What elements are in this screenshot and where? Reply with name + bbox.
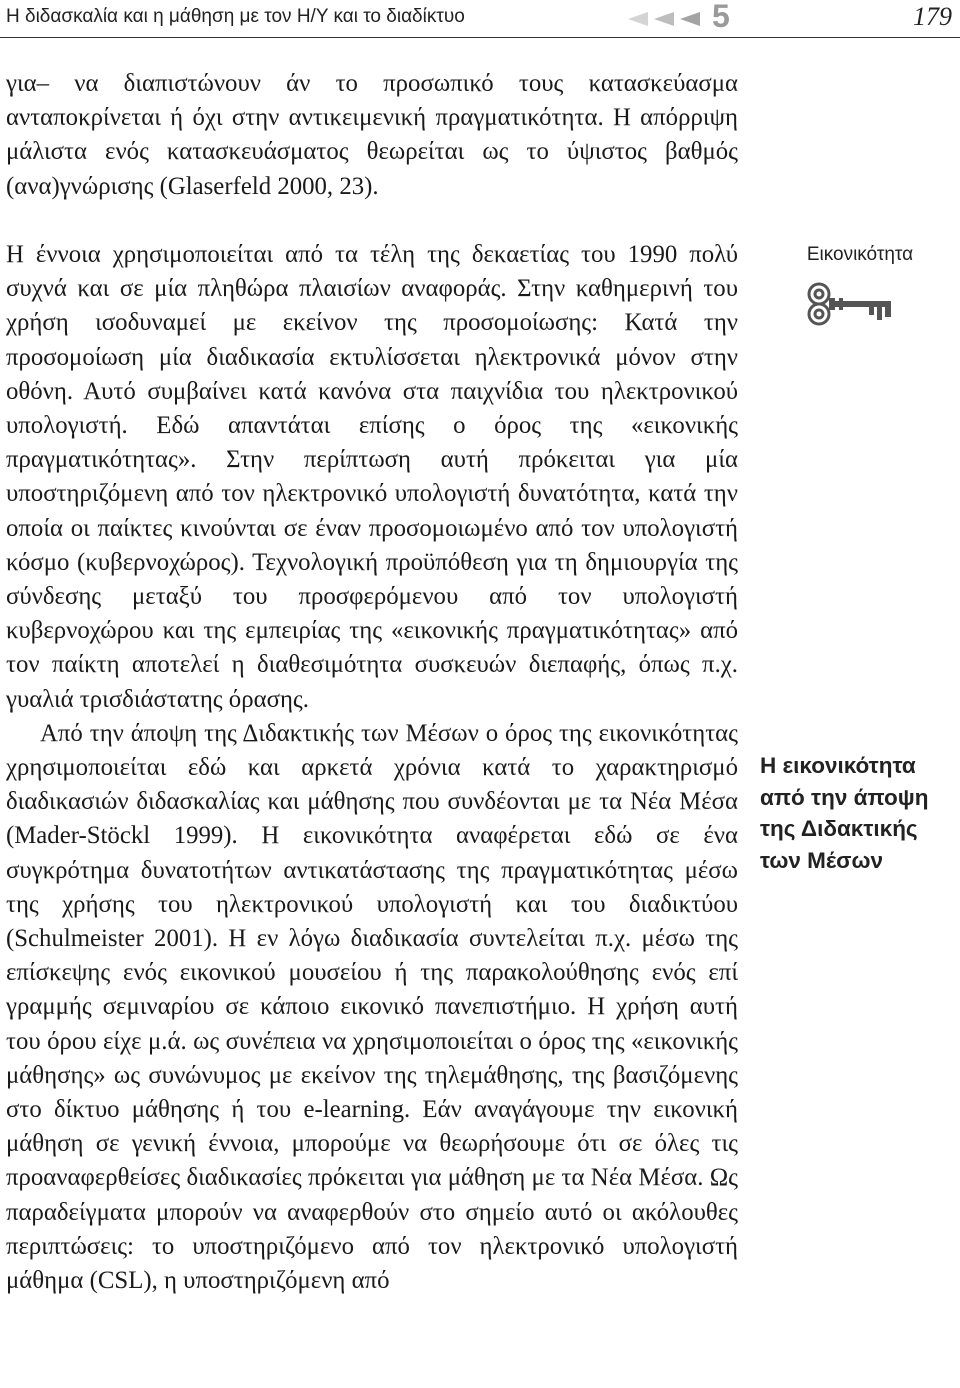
- margin-heading: [760, 750, 960, 876]
- margin-heading-line: από την άποψη: [760, 784, 929, 810]
- page-number: 179: [913, 2, 952, 31]
- margin-heading-line: των Μέσων: [760, 847, 883, 873]
- chapter-number: 5: [712, 0, 730, 34]
- triple-left-arrow-icon: [628, 10, 708, 28]
- main-text-column: [6, 67, 738, 1298]
- paragraph-virtuality-definition: Η έννοια χρησιμοποιείται από τα τέλη της δεκαετίας του 1990 πολύ συχνά και σε μία πληθώρα πλαισίων αναφοράς. Στην καθημερινή του χρήση ισοδυναμεί με εκείνον της προσομοίωσης: Κατά την προσομοίωση μία διαδικασία εκτυλίσσεται ηλεκτρονικά μόνον στην οθόνη. Αυτό συμβαίνει κατά κανόνα στα παιχνίδια του ηλεκτρονικού υπολογιστή. Εδώ απαντάται επίσης ο όρος της «εικονικής πραγματικότητας». Στην περίπτωση αυτή πρόκειται για μία υποστηριζόμενη από τον ηλεκτρονικό υπολογιστή δυνατότητα, κατά την οποία οι παίκτες κινούνται σε έναν προσομοιωμένο από τον υπολογιστή κόσμο (κυβερνοχώρος). Τεχνολογική προϋπόθεση για τη δημιουργία της σύνδεσης μεταξύ του προσφερόμενου από τον υπολογιστή κυβερνοχώρου και της εμπειρίας της «εικονικής πραγματικότητας» από τον παίκτη αποτελεί η διαθεσιμότητα συσκευών διεπαφής, όπως π.χ. γυαλιά τρισδιάστατης όρασης.: [6, 241, 738, 713]
- key-icon: [805, 278, 905, 330]
- paragraph-media-didactics: Από την άποψη της Διδακτικής των Μέσων ο όρος της εικονικότητας χρησιμοποιείται εδώ και αρκετά χρόνια κατά το χαρακτηρισμό διαδικασιών διδασκαλίας και μάθησης που συνδέονται με τα Νέα Μέσα (Mader-Stöckl 1999). Η εικονικότητα αναφέρεται εδώ σε ένα συγκρότημα δυνατοτήτων αντικατάστασης της πραγματικότητας μέσω της χρήσης του ηλεκτρονικού υπολογιστή και του διαδικτύου (Schulmeister 2001). Η εν λόγω διαδικασία συντελείται π.χ. μέσω της επίσκεψης ενός εικονικού μουσείου ή της παρακολούθησης ενός επί γραμμής σεμιναρίου σε κάποιο εικονικό πανεπιστήμιο. Η χρήση αυτή του όρου είχε μ.ά. ως συνέπεια να χρησιμοποιείται ο όρος της «εικονικής μάθησης» ως συνώνυμος με εκείνον της τηλεμάθησης, της βασιζόμενης στο δίκτυο μάθησης ή του e-learning. Εάν αναγάγουμε την εικονική μάθηση σε γενική έννοια, μπορούμε να θεωρήσουμε ότι σε όλες τις προαναφερθείσες διαδικασίες πρόκειται για μάθηση με τα Νέα Μέσα. Ως παραδείγματα μπορούν να αναφερθούν στο σημείο αυτό οι ακόλουθες περιπτώσεις: το υποστηριζόμενο από τον ηλεκτρονικό υπολογιστή μάθημα (CSL), η υποστηριζόμενη από: [6, 719, 738, 1295]
- margin-heading-line: Η εικονικότητα: [760, 753, 916, 778]
- running-header-title: Η διδασκαλία και η μάθηση με τον Η/Υ και το διαδίκτυο: [6, 6, 465, 27]
- paragraph-continuation: για– να διαπιστώνουν άν το προσωπικό τους κατασκεύασμα ανταποκρίνεται ή όχι στην αντικειμενική πραγματικότητα. Η απόρριψη μάλιστα ενός κατασκευάσματος θεωρείται ως το ύψιστος βαθμός (ανα)γνώρισης (Glaserfeld 2000, 23).: [6, 70, 738, 200]
- margin-term-label: Εικονικότητα: [806, 244, 914, 265]
- running-header: [0, 0, 960, 40]
- margin-heading-line: της Διδακτικής: [760, 816, 918, 841]
- header-divider: [0, 37, 960, 38]
